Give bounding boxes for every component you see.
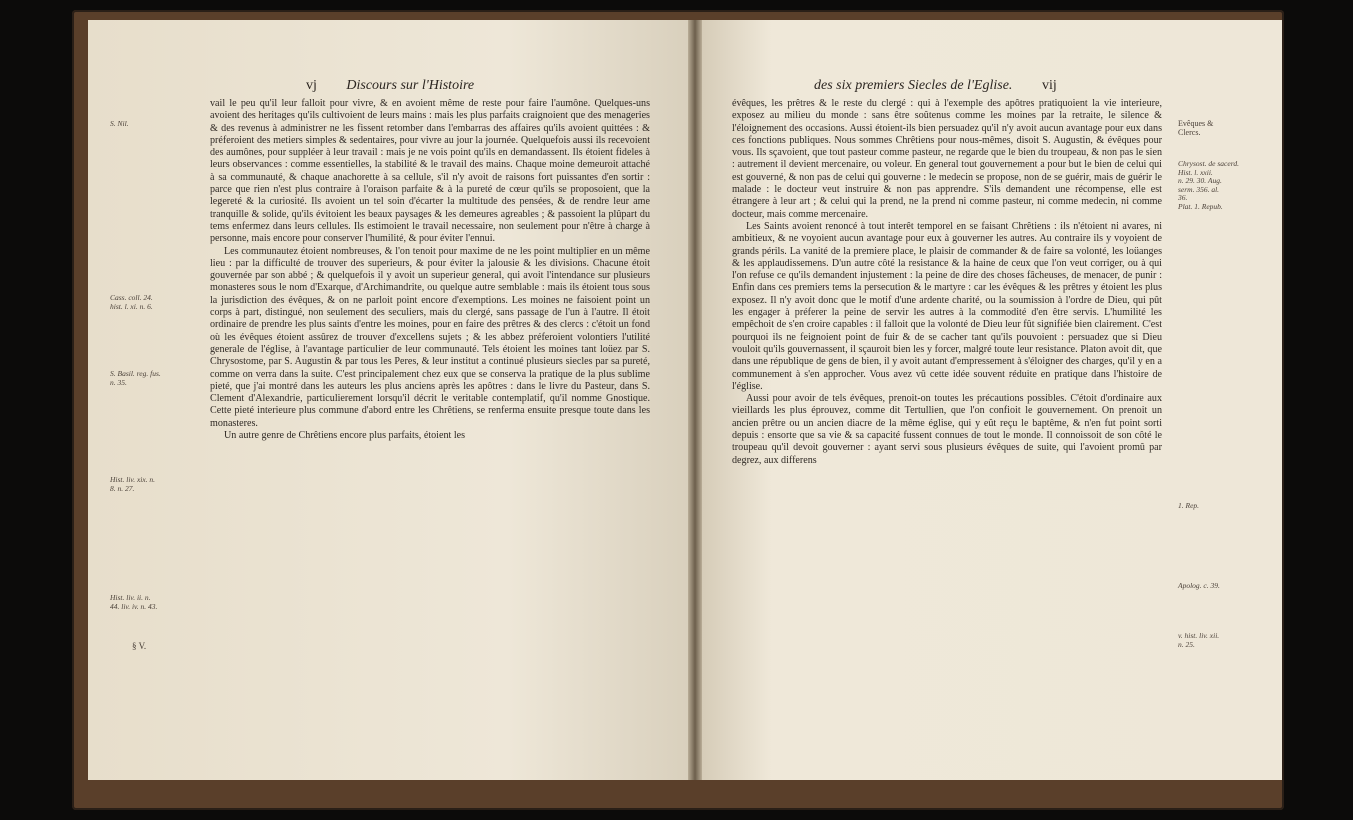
right-page-body (732, 98, 1162, 467)
margin-note: Apolog. c. 39. (1178, 581, 1220, 590)
paragraph: Les communautez étoient nombreuses, & l'on tenoit pour maxime de ne les point multiplier en un même lieu : par la difficulté de trouver des superieurs, & pour éviter la jalousie & les divisions. Chacune étoit gouvernée par son abbé ; & quelquefois il y avoit un superieur general, qui avoit l'intendance sur plusieurs monasteres sous le nom d'Exarque, d'Archimandrite, ou quelque autre semblable : mais ils étoient tous sous la jurisdiction des évêques, & on ne parloit point encore d'exemptions. Les moines ne faisoient point un corps à part, distingué, non seulement des seculiers, mais du clergé, sans passage de l'un à l'autre. Il étoit ordinaire de prendre les plus saints d'entre les moines, pour en faire des prêtres & des clercs : c'étoit un fond où les évêques étoient assûrez de trouver d'excellens sujets ; & les abbez préferoient volontiers l'utilité generale de l'église, à l'avantage particulier de leur communauté. Tels étoient les moines tant loüez par S. Chrysostome, par S. Augustin & par tous les Peres, & leur institut a continué plusieurs siecles par sa pureté, comme on verra dans la suite. C'est principalement chez eux que se conserva la pratique de la plus sublime pieté, que j'ai montré dans les auteurs les plus anciens après les apôtres : dans le livre du Pasteur, dans S. Clement d'Alexandrie, particulierement lorsqu'il décrit le veritable contemplatif, qu'il nomme Gnostique. Cette pieté interieure plus commune d'abord entre les Chrêtiens, se renferma ensuite presque toute dans les monasteres. (210, 245, 650, 429)
paragraph: Les Saints avoient renoncé à tout interêt temporel en se faisant Chrêtiens : ils n'étoient ni avares, ni ambitieux, & ne voyoient aucun avantage pour eux à gouverner les autres. Au contraire ils y voyoient de grands périls. La vanité de la premiere place, le plaisir de commander & de faire sa volonté, les loüanges & les applaudissemens. D'un autre côté la resistance & la haine de ceux que l'on veut corriger, ou à qui l'on refuse ce qu'ils demandent injustement : la peine de dire des choses fâcheuses, de menacer, de punir : Enfin dans ces premiers tems la persecution & le martyre : car les évêques & les prêtres y étoient les plus exposez. Il n'y avoit donc que le motif d'une ardente charité, ou la soumission à l'ordre de Dieu, qui pût les engager à préferer la peine de servir les autres à la commodité d'en être servis. L'humilité les empêchoit de s'en croire capables : il falloit que la volonté de Dieu leur fût signifiée bien clairement. C'est pourquoi ils ne feignoient point de fuir & de se cacher tant qu'ils pouvoient : persuadez que si Dieu vouloit qu'ils gouvernassent, il sçauroit bien les y forcer, malgré toute leur resistance. Platon avoit dit, que dans une république de gens de bien, il y avoit autant d'empressement à s'éloigner des charges, qu'il y en a communement à s'en approcher. Vous avez vû cette idée souvent réduite en pratique dans l'histoire de l'église. (732, 220, 1162, 392)
section-marker: § V. (132, 641, 147, 651)
left-page (88, 20, 688, 780)
margin-note: Chrysost. de sacerd. Hist. l. xxii. n. 29. 30. Aug. serm. 356. al. 36. Plat. 1. Repub. (1178, 159, 1239, 211)
paragraph: Un autre genre de Chrêtiens encore plus parfaits, étoient les (224, 430, 466, 442)
margin-note: Cass. coll. 24. hist. l. xi. n. 6. (110, 293, 153, 311)
right-running-header (814, 78, 1057, 94)
margin-note: Evêques & Clercs. (1178, 119, 1214, 137)
paragraph: vail le peu qu'il leur falloit pour vivre, & en avoient même de reste pour faire l'aumône. Quelques-uns avoient des heritages qu'ils cultivoient de leurs mains : mais les plus parfaits craignoient que des menageries & des revenus à administrer ne les fissent retomber dans l'embarras des affaires qu'ils avoient quittées : & préferoient des metiers simples & sedentaires, pour vivre au jour la journée. Quelquefois aussi ils recevoient des aumônes, pour suppléer à leur travail : mais je ne vois point qu'ils en demandassent. Ils étoient fideles à leurs observances : comme essentielles, la stabilité & le travail des mains. Chaque moine demeuroit attaché à sa communauté, & chaque anachorette à sa cellule, s'il n'y avoit de raisons fort puissantes d'en sortir : parce que rien n'est plus contraire à l'oraison parfaite & à la pureté de cœur qu'ils se proposoient, que la legereté & la curiosité. Ils avoient un tel soin d'écarter la multitude des pensées, & de rendre leur ame tranquille & solide, qu'ils évitoient les beaux paysages & les demeures agreables ; & passoient la plûpart du tems enfermez dans leurs cellules. Ils estimoient le travail necessaire, non seulement pour n'être à charge à personne, mais encore pour conserver l'humilité, & pour éviter l'ennui. (210, 98, 650, 245)
right-running-title: des six premiers Siecles de l'Eglise. (814, 78, 1013, 93)
book-gutter (688, 20, 702, 780)
right-page (702, 20, 1282, 780)
left-running-title: Discours sur l'Histoire (346, 78, 475, 93)
margin-note: 1. Rep. (1178, 501, 1200, 510)
right-page-number: vij (1041, 78, 1057, 93)
margin-note: v. hist. liv. xii. n. 25. (1178, 631, 1220, 649)
paragraph: évêques, les prêtres & le reste du clergé : qui à l'exemple des apôtres pratiquoient la vie interieure, exposez au milieu du monde : sans être soûtenus comme les moines par la retraite, le silence & l'éloignement des occasions. Aussi étoient-ils bien persuadez qu'il n'y avoit aucun avantage pour eux dans ces fonctions publiques. Nous sommes Chrêtiens pour nous-mêmes, disoit S. Augustin, & évêques pour vous. Ils sçavoient, que tout pasteur comme pasteur, ne regarde que le bien du troupeau, & non pas le sien : autrement il devient mercenaire, ou voleur. En general tout gouvernement a pour but le bien de celui qui est gouverné, & non pas de celui qui gouverne : le medecin se propose, non de se guérir, mais de guérir le malade : le docteur veut instruire & non pas apprendre. S'ils demandent une récompense, elle est étrangere à leur art ; & celui qui la prend, ne la prend ni comme pasteur, ni comme medecin, ni comme docteur, mais comme mercenaire. (732, 98, 1162, 220)
left-page-body (210, 98, 650, 442)
left-page-number: vj (306, 78, 317, 93)
margin-note: Hist. liv. xix. n. 8. n. 27. (110, 475, 156, 493)
left-running-header (306, 78, 474, 94)
margin-note: S. Nil. (110, 119, 129, 128)
margin-note: S. Basil. reg. fus. n. 35. (110, 369, 161, 387)
paragraph: Aussi pour avoir de tels évêques, prenoit-on toutes les précautions possibles. C'étoit d'ordinaire aux vieillards les plus éprouvez, comme dit Tertullien, que l'on confioit le gouvernement. On prenoit un ancien prêtre ou un ancien diacre de la même église, qui y eût reçu le baptême, & n'en fut point sorti depuis : ensorte que sa vie & sa capacité fussent connues de tout le monde. Il connoissoit de son côté le troupeau qu'il devoit gouverner : ayant servi sous plusieurs évêques de suite, qui l'avoient promû par degrez, aux differens (732, 393, 1162, 466)
margin-note: Hist. liv. ii. n. 44. liv. iv. n. 43. (110, 593, 158, 611)
